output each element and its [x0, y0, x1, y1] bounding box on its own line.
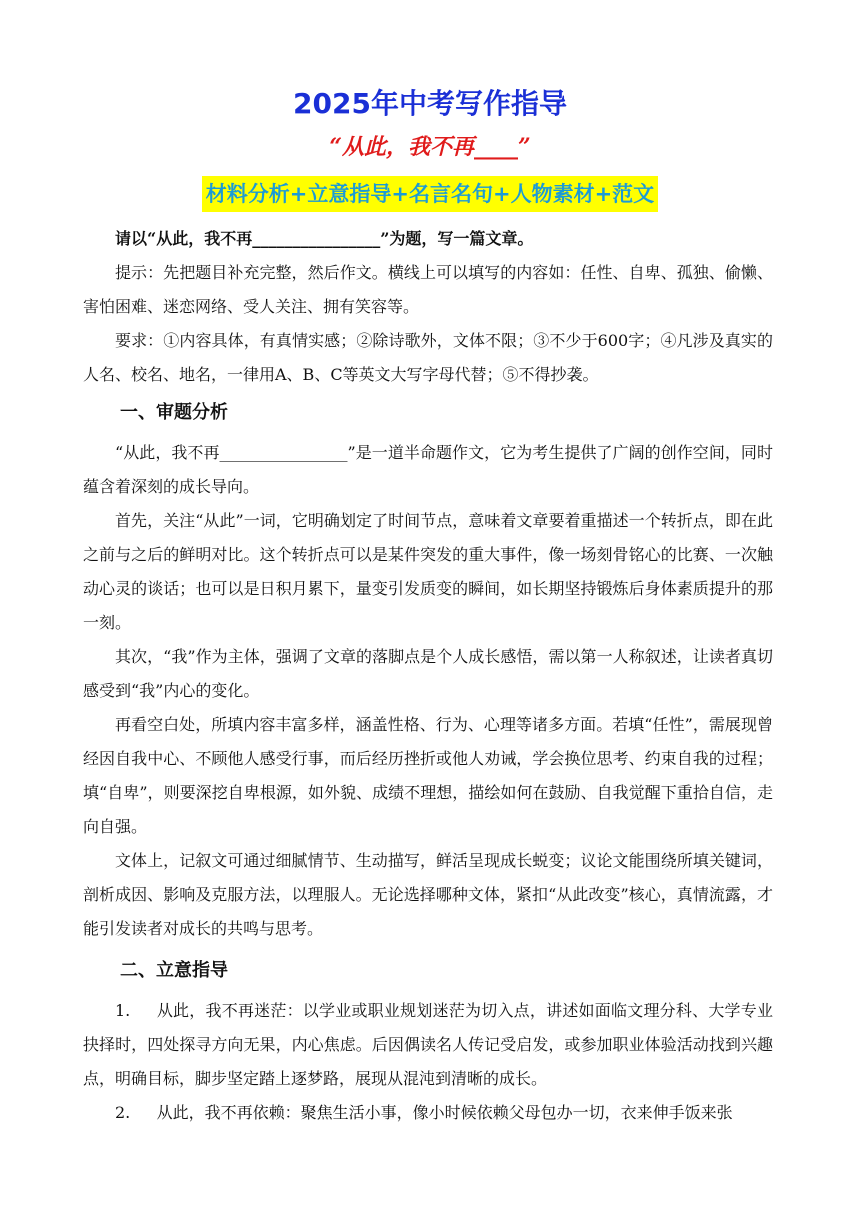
doc-subtitle: “从此，我不再____” [329, 134, 531, 160]
highlight-banner: 材料分析+立意指导+名言名句+人物素材+范文 [202, 176, 658, 212]
doc-title: 2025年中考写作指导 [293, 87, 567, 120]
analysis-paragraph: 其次，“我”作为主体，强调了文章的落脚点是个人成长感悟，需以第一人称叙述，让读者真切感受到“我”内心的变化。 [83, 647, 773, 700]
analysis-paragraph: “从此，我不再________________”是一道半命题作文，它为考生提供了广阔的创作空间，同时蕴含着深刻的成长导向。 [83, 443, 773, 496]
section-heading-guidance: 二、立意指导 [120, 960, 228, 981]
essay-prompt: 请以“从此，我不再________________”为题，写一篇文章。 [115, 229, 534, 248]
item-number: 1. [115, 1001, 131, 1020]
analysis-paragraph: 首先，关注“从此”一词，它明确划定了时间节点，意味着文章要着重描述一个转折点，即在此之前与之后的鲜明对比。这个转折点可以是某件突发的重大事件，像一场刻骨铭心的比赛、一次触动心灵的谈话；也可以是日积月累下，量变引发质变的瞬间，如长期坚持锻炼后身体素质提升的那一刻。 [83, 511, 773, 632]
guidance-section [83, 994, 773, 1130]
section-heading-analysis: 一、审题分析 [120, 402, 228, 423]
guidance-item [83, 994, 773, 1096]
analysis-paragraph: 再看空白处，所填内容丰富多样，涵盖性格、行为、心理等诸多方面。若填“任性”，需展现曾经因自我中心、不顾他人感受行事，而后经历挫折或他人劝诫，学会换位思考、约束自我的过程；填“自卑”，则要深挖自卑根源，如外貌、成绩不理想，描绘如何在鼓励、自我觉醒下重拾自信，走向自强。 [83, 715, 773, 836]
item-text: 从此，我不再迷茫：以学业或职业规划迷茫为切入点，讲述如面临文理分科、大学专业抉择时，四处探寻方向无果，内心焦虑。后因偶读名人传记受启发，或参加职业体验活动找到兴趣点，明确目标，脚步坚定踏上逐梦路，展现从混沌到清晰的成长。 [83, 1001, 773, 1088]
analysis-paragraph: 文体上，记叙文可通过细腻情节、生动描写，鲜活呈现成长蜕变；议论文能围绕所填关键词，剖析成因、影响及克服方法，以理服人。无论选择哪种文体，紧扣“从此改变”核心，真情流露，才能引发读者对成长的共鸣与思考。 [83, 851, 773, 938]
banner-container [0, 176, 860, 212]
item-number: 2. [115, 1103, 131, 1122]
guidance-item [83, 1096, 773, 1130]
requirements-paragraph: 要求：①内容具体，有真情实感；②除诗歌外，文体不限；③不少于600字；④凡涉及真实的人名、校名、地名，一律用A、B、C等英文大写字母代替；⑤不得抄袭。 [83, 331, 773, 384]
item-text: 从此，我不再依赖：聚焦生活小事，像小时候依赖父母包办一切，衣来伸手饭来张 [156, 1103, 733, 1122]
hint-paragraph: 提示：先把题目补充完整，然后作文。横线上可以填写的内容如：任性、自卑、孤独、偷懒、害怕困难、迷恋网络、受人关注、拥有笑容等。 [83, 263, 773, 316]
analysis-section [83, 436, 773, 946]
